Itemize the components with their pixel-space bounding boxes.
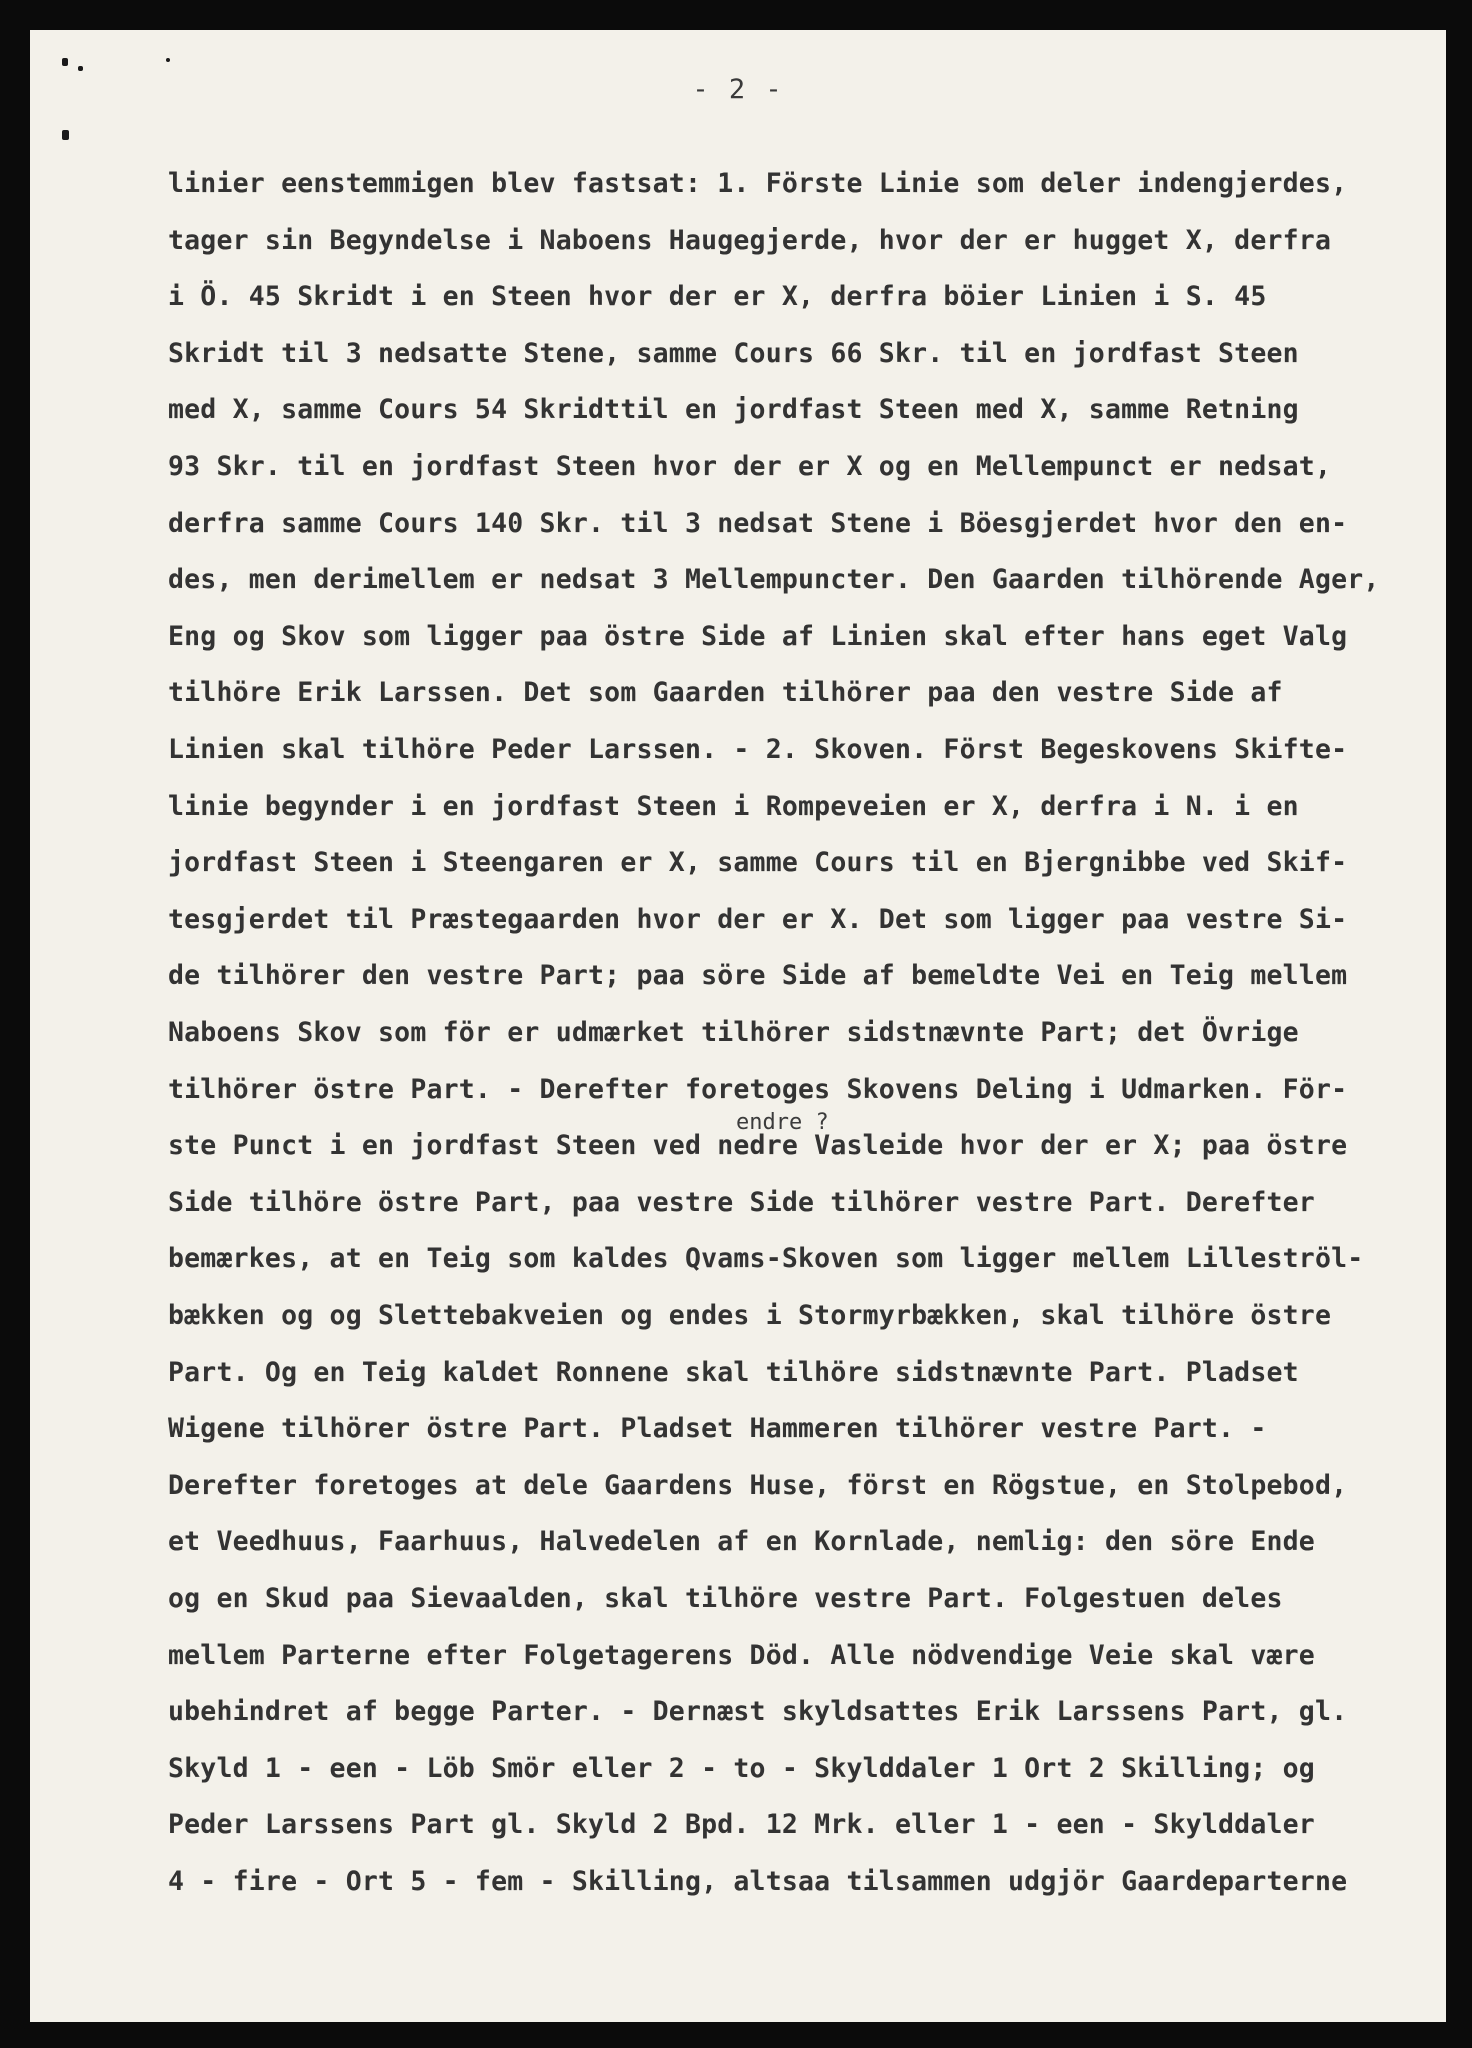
text-line: bækken og og Slettebakveien og endes i Stormyrbækken, skal tilhöre östre — [168, 1300, 1332, 1331]
text-line: med X, samme Cours 54 Skridttil en jordfast Steen med X, samme Retning — [168, 394, 1299, 426]
text-line: et Veedhuus, Faarhuus, Halvedelen af en Kornlade, nemlig: den söre Ende — [168, 1526, 1315, 1558]
text-line: 4 - fire - Ort 5 - fem - Skilling, altsaa tilsammen udgjör Gaardeparterne — [168, 1866, 1348, 1897]
text-line: ste Punct i en jordfast Steen ved nedre Vasleide hvor der er X; paa östre — [168, 1130, 1348, 1162]
ink-speck — [78, 66, 83, 71]
text-line: i Ö. 45 Skridt i en Steen hvor der er X, derfra böier Linien i S. 45 — [168, 281, 1267, 313]
text-line: des, men derimellem er nedsat 3 Mellempuncter. Den Gaarden tilhörende Ager, — [168, 564, 1380, 596]
margin-annotation: endre ? — [736, 1110, 829, 1135]
text-line: Derefter foretoges at dele Gaardens Huse, först en Rögstue, en Stolpebod, — [168, 1469, 1348, 1501]
text-line: Skyld 1 - een - Löb Smör eller 2 - to - Skylddaler 1 Ort 2 Skilling; og — [168, 1752, 1315, 1784]
text-line: jordfast Steen i Steengaren er X, samme Cours til en Bjergnibbe ved Skif- — [168, 847, 1348, 879]
text-line: 93 Skr. til en jordfast Steen hvor der er X og en Mellempunct er nedsat, — [168, 451, 1332, 482]
text-line: linie begynder i en jordfast Steen i Rompeveien er X, derfra i N. i en — [168, 790, 1299, 822]
text-line: Skridt til 3 nedsatte Stene, samme Cours 66 Skr. til en jordfast Steen — [168, 337, 1299, 369]
text-line: ubehindret af begge Parter. - Dernæst skyldsattes Erik Larssens Part, gl. — [168, 1696, 1348, 1728]
ink-speck — [166, 58, 170, 62]
text-line: tager sin Begyndelse i Naboens Haugegjerde, hvor der er hugget X, derfra — [168, 224, 1332, 256]
ink-speck — [62, 130, 69, 140]
text-line: Part. Og en Teig kaldet Ronnene skal tilhöre sidstnævnte Part. Pladset — [168, 1356, 1299, 1388]
page-number: - 2 - — [692, 74, 784, 105]
text-line: tesgjerdet til Præstegaarden hvor der er X. Det som ligger paa vestre Si- — [168, 903, 1348, 935]
ink-speck — [62, 58, 68, 66]
text-line: linier eenstemmigen blev fastsat: 1. Förste Linie som deler indengjerdes, — [168, 168, 1348, 199]
text-line: mellem Parterne efter Folgetagerens Död. Alle nödvendige Veie skal være — [168, 1639, 1315, 1671]
text-line: tilhöre Erik Larssen. Det som Gaarden tilhörer paa den vestre Side af — [168, 677, 1283, 709]
text-line: og en Skud paa Sievaalden, skal tilhöre vestre Part. Folgestuen deles — [168, 1583, 1283, 1614]
text-line: tilhörer östre Part. - Derefter foretoges Skovens Deling i Udmarken. För- — [168, 1073, 1348, 1105]
text-line: de tilhörer den vestre Part; paa söre Side af bemeldte Vei en Teig mellem — [168, 960, 1348, 992]
text-line: bemærkes, at en Teig som kaldes Qvams-Skoven som ligger mellem Lilleströl- — [168, 1243, 1364, 1275]
text-line: Eng og Skov som ligger paa östre Side af Linien skal efter hans eget Valg — [168, 620, 1348, 652]
text-line: Side tilhöre östre Part, paa vestre Side tilhörer vestre Part. Derefter — [168, 1186, 1315, 1218]
text-line: Peder Larssens Part gl. Skyld 2 Bpd. 12 Mrk. eller 1 - een - Skylddaler — [168, 1809, 1315, 1841]
text-line: Linien skal tilhöre Peder Larssen. - 2. Skoven. Först Begeskovens Skifte- — [168, 734, 1348, 765]
text-line: derfra samme Cours 140 Skr. til 3 nedsat Stene i Böesgjerdet hvor den en- — [168, 507, 1348, 539]
document-page — [30, 30, 1446, 2022]
text-line: Naboens Skov som för er udmærket tilhörer sidstnævnte Part; det Övrige — [168, 1017, 1299, 1048]
text-line: Wigene tilhörer östre Part. Pladset Hammeren tilhörer vestre Part. - — [168, 1413, 1267, 1445]
